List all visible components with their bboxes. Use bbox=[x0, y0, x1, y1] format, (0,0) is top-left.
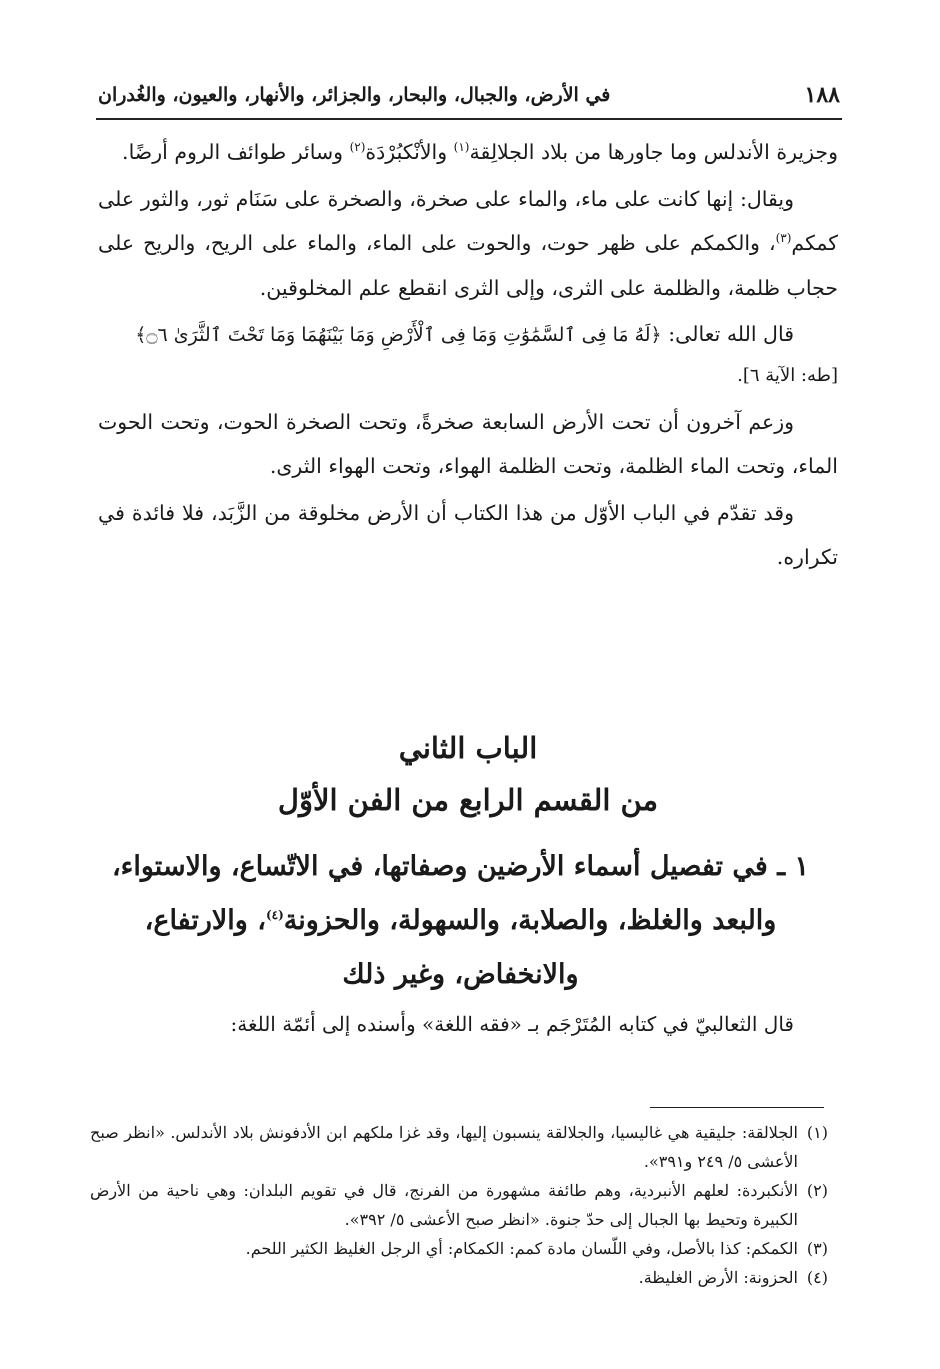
chapter-title: الباب الثاني bbox=[398, 731, 538, 765]
footnote-number: (٣) bbox=[806, 1239, 828, 1258]
page-number: ١٨٨ bbox=[804, 82, 840, 108]
footnote-3 bbox=[90, 1234, 828, 1263]
footnote-1 bbox=[90, 1118, 828, 1176]
quran-verse: ﴿لَهُ مَا فِى ٱلسَّمَٰوَٰتِ وَمَا فِى ٱلْأَرْضِ وَمَا بَيْنَهُمَا وَمَا تَحْتَ ٱلثَّرَىٰ ۝٦﴾ bbox=[135, 324, 662, 346]
footnote-divider bbox=[650, 1107, 824, 1108]
running-header bbox=[98, 78, 840, 114]
footnote-text: الحزونة: الأرض الغليظة. bbox=[638, 1268, 798, 1287]
paragraph-1-mid: والأنْكبُرْدَة bbox=[365, 140, 454, 164]
paragraph-1-end: وسائر طوائف الروم أرضًا. bbox=[122, 140, 350, 164]
footnote-text: الأنكبردة: لعلهم الأنبردية، وهم طائفة مشهورة من الفرنج، قال في تقويم البلدان: وهي ناحية من الأرض الكبيرة وتحيط بها الجبال إلى حدّ جنوة. «انظر صبح الأعشى ٥/ ٣٩٢». bbox=[90, 1181, 799, 1229]
chapter-subtitle: من القسم الرابع من الفن الأوّل bbox=[277, 783, 659, 817]
paragraph-3-start: قال الله تعالى: bbox=[661, 322, 794, 346]
header-divider bbox=[96, 118, 842, 120]
footnote-number: (١) bbox=[806, 1123, 828, 1142]
header-title: في الأرض، والجبال، والبحار، والجزائر، والأنهار، والعيون، والغُدران bbox=[98, 84, 611, 106]
paragraph-5: وقد تقدّم في الباب الأوّل من هذا الكتاب أن الأرض مخلوقة من الزَّبَد، فلا فائدة في تكراره. bbox=[98, 500, 838, 569]
paragraph-1-text: وجزيرة الأندلس وما جاورها من بلاد الجلالِقة bbox=[469, 140, 838, 164]
footnote-number: (٤) bbox=[806, 1268, 828, 1287]
paragraph-4: وزعم آخرون أن تحت الأرض السابعة صخرةً، وتحت الصخرة الحوت، وتحت الحوت الماء، وتحت الماء الظلمة، وتحت الظلمة الهواء، وتحت الهواء الثرى. bbox=[98, 409, 838, 478]
footnote-ref-4: (٤) bbox=[265, 908, 284, 922]
section-heading-end: ، والارتفاع، والانخفاض، وغير ذلك bbox=[144, 905, 579, 990]
section-heading-start: ١ ـ في تفصيل أسماء الأرضين وصفاتها، في الاتّساع، والاستواء، والبعد والغلظ، والصلابة، والسهولة، والحزونة bbox=[111, 851, 810, 936]
paragraph-2-end: ، والكمكم على ظهر حوت، والحوت على الماء، والماء على الريح، والريح على حجاب ظلمة، والظلمة على الثرى، وإلى الثرى انقطع علم المخلوقين. bbox=[98, 231, 838, 300]
paragraph-3 bbox=[98, 312, 838, 394]
chapter-heading bbox=[98, 722, 838, 826]
footnote-ref-1: (١) bbox=[453, 140, 470, 155]
footnote-ref-3: (٣) bbox=[775, 231, 792, 246]
footnote-text: الكمكم: كذا بالأصل، وفي اللّسان مادة كمم: الكمكام: أي الرجل الغليظ الكثير اللحم. bbox=[245, 1239, 798, 1258]
main-text bbox=[98, 130, 838, 582]
footnote-4 bbox=[90, 1263, 828, 1292]
paragraph-2-start: ويقال: إنها كانت على ماء، والماء على صخرة، والصخرة على سَنَام ثور، والثور على كمكم bbox=[98, 186, 838, 255]
footnotes bbox=[90, 1118, 828, 1292]
paragraph-1 bbox=[98, 130, 838, 175]
footnote-text: الجلالقة: جليقية هي غاليسيا، والجلالقة ينسبون إليها، وقد غزا ملكهم ابن الأدفونش بلاد الأندلس. «انظر صبح الأعشى ٥/ ٢٤٩ و٣٩١». bbox=[90, 1123, 798, 1171]
paragraph-2 bbox=[98, 177, 838, 311]
footnote-number: (٢) bbox=[806, 1181, 828, 1200]
footnote-2 bbox=[90, 1176, 828, 1234]
section-heading bbox=[98, 840, 823, 1002]
verse-reference: [طه: الآية ٦]. bbox=[737, 364, 838, 386]
footnote-ref-2: (٢) bbox=[349, 140, 366, 155]
section-intro: قال الثعالبيّ في كتابه المُتَرْجَم بـ «فقه اللغة» وأسنده إلى أئمّة اللغة: bbox=[230, 1012, 794, 1036]
